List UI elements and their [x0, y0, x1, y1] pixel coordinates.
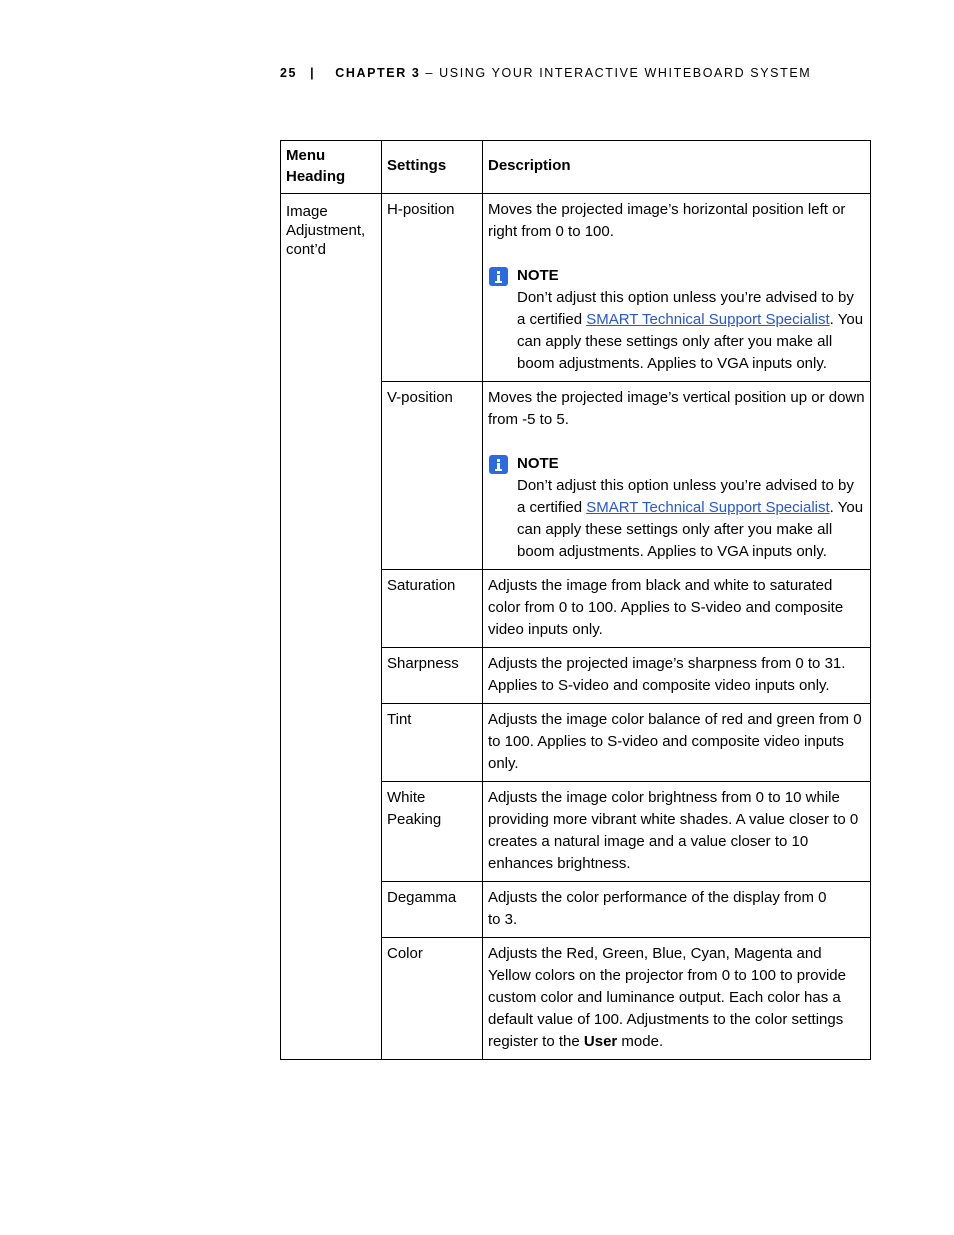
setting-name: V-position [382, 382, 483, 570]
setting-description: Adjusts the projected image’s sharpness from 0 to 31. Applies to S-video and composite video inputs only. [483, 648, 871, 704]
user-mode-term: User [583, 1033, 618, 1050]
note-text-after: . You can apply these settings only after you make all boom adjustments. Applies to VGA inputs only. [517, 311, 864, 372]
setting-name: Color [382, 938, 483, 1060]
note-title: NOTE [517, 267, 559, 284]
column-header-menu-heading: Menu Heading [281, 141, 382, 194]
description-text: Moves the projected image’s horizontal position left or right from 0 to 100. [488, 201, 846, 240]
setting-description: Adjusts the color performance of the display from 0 to 3. [483, 882, 871, 938]
column-header-settings: Settings [382, 141, 483, 194]
setting-name: White Peaking [382, 782, 483, 882]
note-body [517, 453, 866, 563]
column-header-description: Description [483, 141, 871, 194]
smart-support-link[interactable]: SMART Technical Support Specialist [586, 499, 830, 516]
setting-description [483, 382, 871, 570]
header-separator: | [310, 66, 316, 80]
setting-name: H-position [382, 194, 483, 382]
note-box [488, 453, 866, 563]
description-text-end: mode. [617, 1033, 664, 1050]
setting-name: Saturation [382, 570, 483, 648]
note-text-before: Don’t adjust this option unless you’re advised to by a certified [517, 289, 854, 328]
note-title: NOTE [517, 455, 559, 472]
menu-heading-cell: Image Adjustment, cont’d [281, 194, 382, 1060]
description-text: Adjusts the Red, Green, Blue, Cyan, Magenta and Yellow colors on the projector from 0 to 100 to provide custom color and luminance output. Each color has a default value of 100. Adjustments to the color settings register to the [488, 945, 846, 1050]
info-icon [489, 267, 508, 286]
chapter-label: CHAPTER 3 [335, 66, 421, 80]
table-header-row [281, 141, 871, 194]
smart-support-link[interactable]: SMART Technical Support Specialist [586, 311, 830, 328]
note-box [488, 265, 866, 375]
running-header [280, 66, 811, 80]
setting-description [483, 194, 871, 382]
setting-name: Sharpness [382, 648, 483, 704]
page-number: 25 [280, 66, 298, 80]
description-text: Moves the projected image’s vertical position up or down from -5 to 5. [488, 389, 865, 428]
info-icon [489, 455, 508, 474]
settings-table [280, 140, 871, 1060]
table-row [281, 194, 871, 382]
setting-name: Degamma [382, 882, 483, 938]
setting-description: Adjusts the image from black and white to saturated color from 0 to 100. Applies to S-video and composite video inputs only. [483, 570, 871, 648]
note-body [517, 265, 866, 375]
note-text-before: Don’t adjust this option unless you’re advised to by a certified [517, 477, 854, 516]
note-text-after: . You can apply these settings only after you make all boom adjustments. Applies to VGA inputs only. [517, 499, 864, 560]
setting-name: Tint [382, 704, 483, 782]
setting-description: Adjusts the image color brightness from 0 to 10 while providing more vibrant white shades. A value closer to 0 creates a natural image and a value closer to 10 enhances brightness. [483, 782, 871, 882]
chapter-title: – USING YOUR INTERACTIVE WHITEBOARD SYSTEM [425, 66, 812, 80]
setting-description: Adjusts the image color balance of red and green from 0 to 100. Applies to S-video and composite video inputs only. [483, 704, 871, 782]
setting-description [483, 938, 871, 1060]
